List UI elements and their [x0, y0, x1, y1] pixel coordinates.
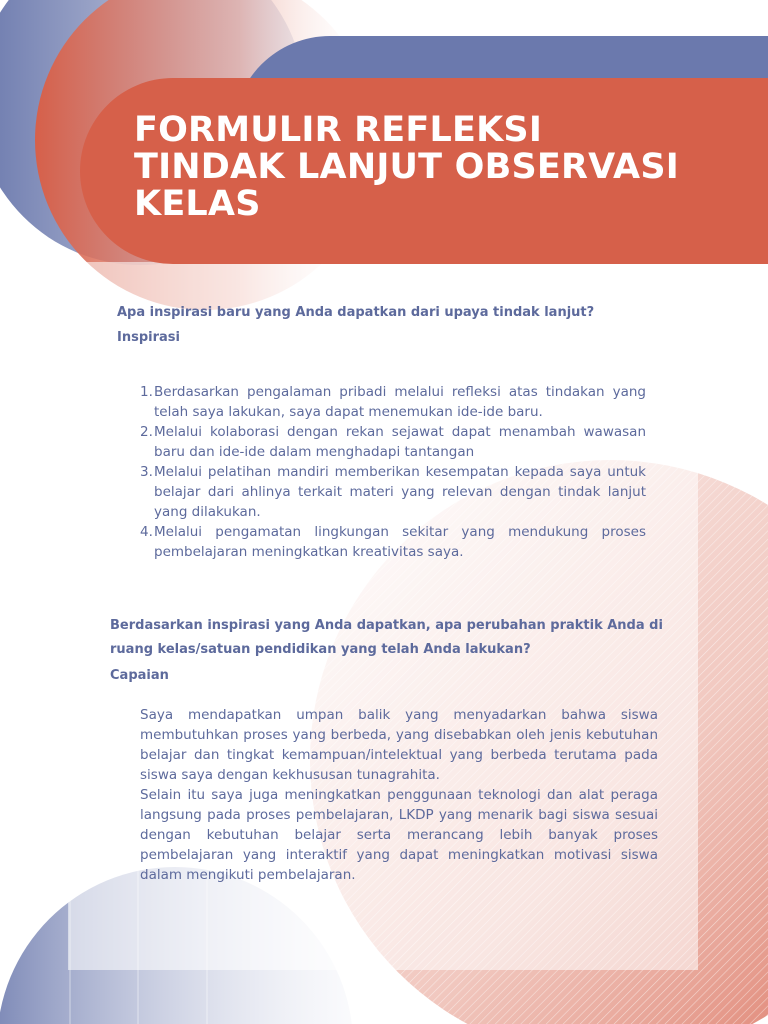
question-perubahan-line2: ruang kelas/satuan pendidikan yang telah Anda lakukan? — [110, 642, 531, 657]
list-item: 1. Berdasarkan pengalaman pribadi melalui refleksi atas tindakan yang telah saya lakukan, saya dapat menemukan ide-ide baru. — [140, 384, 646, 420]
list-item: 3. Melalui pelatihan mandiri memberikan kesempatan kepada saya untuk belajar dari ahlinya terkait materi yang relevan dengan tindak lanjut yang dilakukan. — [140, 464, 646, 520]
title-line: FORMULIR REFLEKSI — [134, 110, 543, 150]
capaian-paragraph: Saya mendapatkan umpan balik yang menyadarkan bahwa siswa membutuhkan proses yang berbeda, yang disebabkan oleh jenis kebutuhan belajar dan tingkat kemampuan/intelektual yang berbeda terutama pada siswa saya dengan kekhususan tunagrahita. — [140, 707, 658, 783]
list-item: 4. Melalui pengamatan lingkungan sekitar yang mendukung proses pembelajaran meningkatkan kreativitas saya. — [140, 524, 646, 560]
title-line: TINDAK LANJUT OBSERVASI — [134, 147, 679, 187]
inspirasi-list — [140, 382, 646, 562]
capaian-paragraph: Selain itu saya juga meningkatkan penggunaan teknologi dan alat peraga langsung pada proses pembelajaran, LKDP yang menarik bagi siswa sesuai dengan kebutuhan belajar serta merancang lebih banyak proses pembelajaran yang interaktif yang dapat meningkatkan motivasi siswa dalam mengikuti pembelajaran. — [140, 787, 658, 883]
label-inspirasi: Inspirasi — [117, 330, 180, 345]
title-line: KELAS — [134, 184, 261, 224]
capaian-text — [140, 705, 658, 885]
label-capaian: Capaian — [110, 668, 169, 683]
question-perubahan-line1: Berdasarkan inspirasi yang Anda dapatkan, apa perubahan praktik Anda di — [110, 618, 663, 633]
question-inspirasi: Apa inspirasi baru yang Anda dapatkan dari upaya tindak lanjut? — [117, 305, 595, 320]
list-item: 2. Melalui kolaborasi dengan rekan sejawat dapat menambah wawasan baru dan ide-ide dalam menghadapi tantangan — [140, 424, 646, 460]
